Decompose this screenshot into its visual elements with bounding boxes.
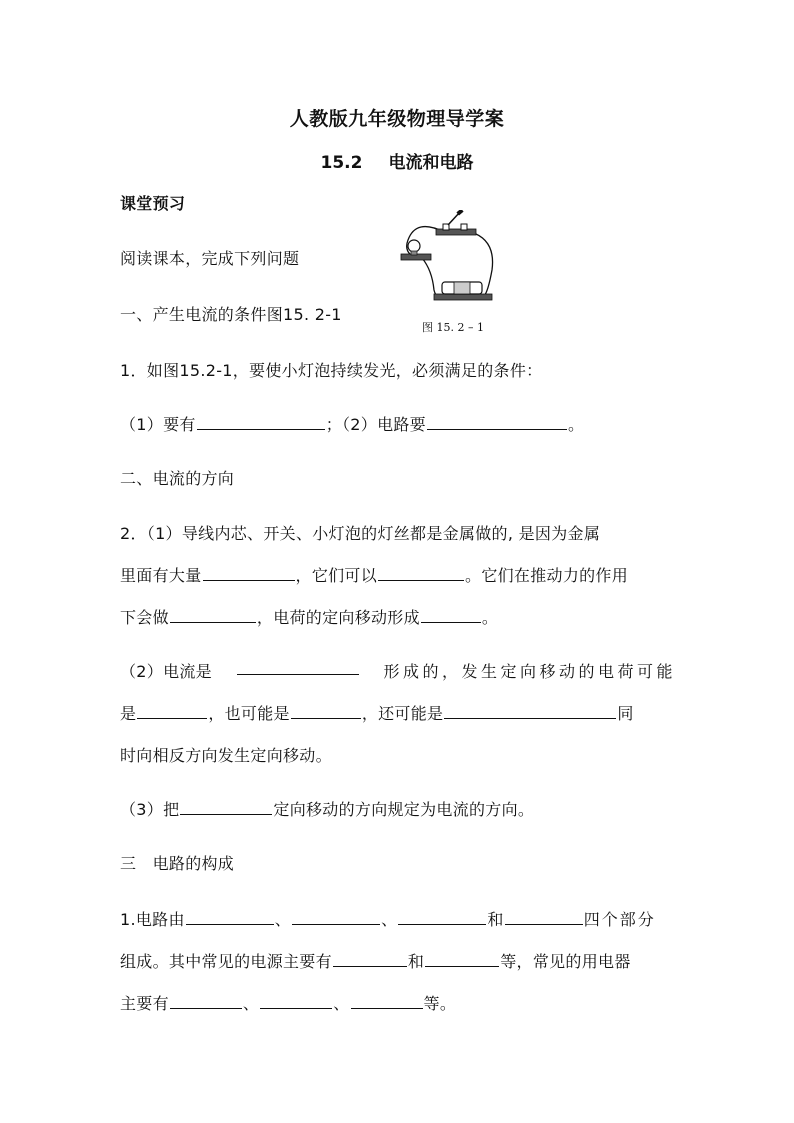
instruction-text: 阅读课本，完成下列问题 xyxy=(120,249,300,268)
question-2-2-line-2 xyxy=(120,701,634,724)
question-2-3 xyxy=(120,797,534,820)
question-3-line-1 xyxy=(120,907,656,930)
answer-blank[interactable] xyxy=(137,703,207,719)
q3-text: 等，常见的用电器 xyxy=(500,952,631,971)
q2-5-text: （3）把 xyxy=(120,800,180,819)
answer-blank[interactable] xyxy=(170,607,256,623)
q2-3-text: 是 xyxy=(120,704,137,723)
question-3-line-2 xyxy=(120,949,631,972)
answer-blank[interactable] xyxy=(203,565,295,581)
question-2-2-line-3: 时向相反方向发生定向移动。 xyxy=(120,746,332,765)
q1-text-a: （1）要有 xyxy=(120,415,196,434)
q2-5-text: 定向移动的方向规定为电流的方向。 xyxy=(273,800,535,819)
q2-2-text: （2）电流是 xyxy=(120,662,212,681)
question-1: 1．如图15.2-1，要使小灯泡持续发光，必须满足的条件： xyxy=(120,361,543,380)
answer-blank[interactable] xyxy=(378,565,464,581)
q2-3-text: ，也可能是 xyxy=(208,704,290,723)
q2-3-text: ，还可能是 xyxy=(361,704,444,723)
answer-blank[interactable] xyxy=(444,703,616,719)
q3-text: 组成。其中常见的电源主要有 xyxy=(120,952,332,971)
q3-sep: 、 xyxy=(333,994,350,1013)
q1-text-b: ；（2）电路要 xyxy=(325,415,426,434)
q3-text: 主要有 xyxy=(120,994,169,1013)
q2-3-text: 同 xyxy=(617,704,634,723)
answer-blank[interactable] xyxy=(292,909,380,925)
subtitle-number: 15.2 xyxy=(320,153,363,173)
q3-text: 1.电路由 xyxy=(120,910,185,929)
q3-sep: 、 xyxy=(274,910,292,929)
q2-2-text: 形成的，发生定向移动的电荷可能 xyxy=(383,662,676,681)
part3-heading: 三 电路的构成 xyxy=(120,854,235,873)
q2-text: 。它们在推动力的作用 xyxy=(465,566,629,585)
q2-text: 。 xyxy=(481,608,499,627)
answer-blank[interactable] xyxy=(260,993,332,1009)
question-1-conditions xyxy=(120,412,584,435)
question-2-line-1: 2．（1）导线内芯、开关、小灯泡的灯丝都是金属做的, 是因为金属 xyxy=(120,524,601,543)
answer-blank[interactable] xyxy=(237,659,359,675)
q3-text: 和 xyxy=(487,910,504,929)
q3-text: 四个部分 xyxy=(583,910,656,929)
answer-blank[interactable] xyxy=(427,414,567,430)
answer-blank[interactable] xyxy=(170,993,242,1009)
question-2-line-3 xyxy=(120,605,498,628)
preview-heading: 课堂预习 xyxy=(120,194,186,213)
question-2-2-line-1 xyxy=(120,659,676,682)
answer-blank[interactable] xyxy=(505,909,583,925)
answer-blank[interactable] xyxy=(186,909,274,925)
circuit-figure xyxy=(396,210,496,310)
q2-text: 里面有大量 xyxy=(120,566,202,585)
answer-blank[interactable] xyxy=(421,607,481,623)
answer-blank[interactable] xyxy=(291,703,361,719)
page-title: 人教版九年级物理导学案 xyxy=(289,108,505,130)
section-subtitle xyxy=(0,148,794,173)
question-2-line-2 xyxy=(120,563,628,586)
subtitle-text: 电流和电路 xyxy=(388,153,474,173)
figure-caption: 图 15. 2 – 1 xyxy=(422,321,484,334)
answer-blank[interactable] xyxy=(197,414,325,430)
answer-blank[interactable] xyxy=(333,951,407,967)
question-3-line-3 xyxy=(120,991,456,1014)
answer-blank[interactable] xyxy=(180,799,272,815)
part1-heading: 一、产生电流的条件图15. 2-1 xyxy=(120,305,342,324)
part2-heading: 二、电流的方向 xyxy=(120,469,235,488)
q2-text: ，电荷的定向移动形成 xyxy=(256,608,420,627)
q2-text: ，它们可以 xyxy=(295,566,378,585)
q3-sep: 、 xyxy=(381,910,398,929)
answer-blank[interactable] xyxy=(398,909,486,925)
q2-text: 下会做 xyxy=(120,608,169,627)
q3-text: 和 xyxy=(407,952,425,971)
q3-text: 等。 xyxy=(423,994,457,1013)
answer-blank[interactable] xyxy=(425,951,499,967)
q1-text-end: 。 xyxy=(567,415,585,434)
q3-sep: 、 xyxy=(242,994,260,1013)
answer-blank[interactable] xyxy=(351,993,423,1009)
